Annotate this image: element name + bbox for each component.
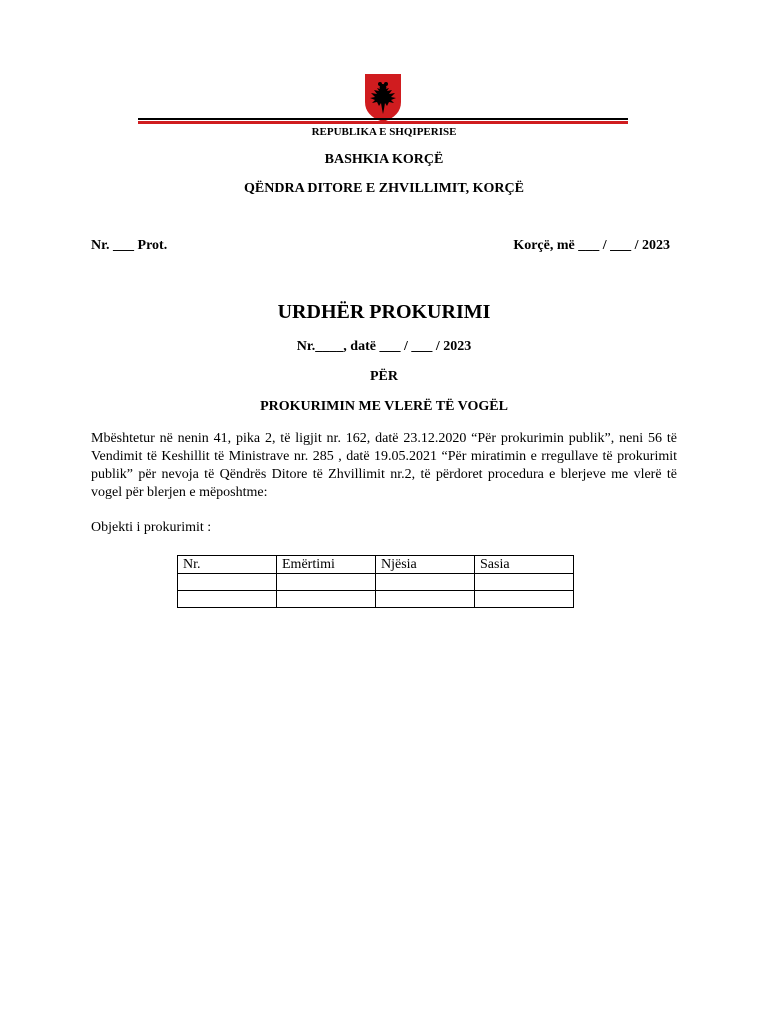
place-date: Korçë, më ___ / ___ / 2023: [513, 238, 670, 253]
order-subject: PROKURIMIN ME VLERË TË VOGËL: [260, 399, 508, 414]
table-cell: [475, 591, 574, 608]
table-cell: [277, 574, 376, 591]
objekti-label: Objekti i prokurimit :: [91, 520, 212, 535]
per-label: PËR: [370, 369, 398, 384]
table-header-cell: Sasia: [475, 556, 574, 574]
order-number: Nr.____, datë ___ / ___ / 2023: [296, 339, 472, 354]
body-paragraph: Mbështetur në nenin 41, pika 2, të ligjit nr. 162, datë 23.12.2020 “Për prokurimin publik”, neni 56 të Vendimit të Keshillit të Ministrave nr. 285 , datë 19.05.2021 “Për miratimin e rregullave të prokurimit publik” për nevoja të Qëndrës Ditore të Zhvillimit nr.2, të përdoret procedura e blerjeve me vlerë të vogel për blerjen e mëposhtme:: [91, 431, 677, 500]
table-cell: [178, 574, 277, 591]
table-row: [178, 574, 574, 591]
document-title: URDHËR PROKURIMI: [277, 301, 491, 323]
header-rule-red: [138, 121, 628, 124]
protocol-number: Nr. ___ Prot.: [91, 238, 168, 253]
republic-name: REPUBLIKA E SHQIPERISE: [311, 126, 457, 138]
table-header-cell: Njësia: [376, 556, 475, 574]
table-row: [178, 591, 574, 608]
municipality-name: BASHKIA KORÇË: [324, 152, 444, 167]
albanian-coat-of-arms-icon: [363, 72, 403, 124]
table-cell: [376, 591, 475, 608]
table-cell: [277, 591, 376, 608]
table-header-cell: Emërtimi: [277, 556, 376, 574]
table-cell: [376, 574, 475, 591]
header-rule-black: [138, 118, 628, 120]
table-cell: [475, 574, 574, 591]
table-cell: [178, 591, 277, 608]
institution-name: QËNDRA DITORE E ZHVILLIMIT, KORÇË: [244, 181, 524, 196]
table-header-cell: Nr.: [178, 556, 277, 574]
procurement-items-table: [177, 555, 574, 608]
table-header-row: [178, 556, 574, 574]
